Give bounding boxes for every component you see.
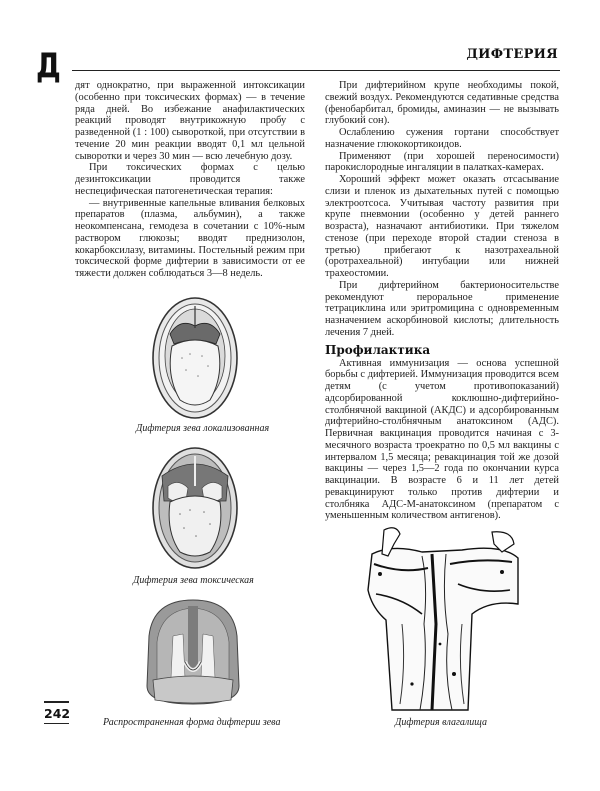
paragraph: Хороший эффект может оказать отсасывание слизи и пленок из дыхательных путей с помощью электроотсоса. Учитывая частоту развития при крупе пневмонии (особенно у детей раннего возраста), назначают антибиотики. При тяжелом стенозе (при переходе второй стадии стеноза в третью) прибегают к назотрахеальной (оротрахеальной) интубации или нижней трахеостомии. bbox=[325, 174, 559, 279]
paragraph: Применяют (при хорошей переносимости) парокислородные ингаляции в палатках-камерах. bbox=[325, 150, 559, 174]
figure-vaginal-diphtheria bbox=[362, 524, 522, 712]
throat-illustration-icon bbox=[150, 296, 240, 421]
paragraph: Ослаблению сужения гортани способствует назначение глюкокортикоидов. bbox=[325, 127, 559, 150]
header-rule bbox=[72, 70, 560, 71]
throat-illustration-icon bbox=[150, 446, 240, 571]
paragraph: дят однократно, при выраженной интоксикации (особенно при токсических формах) — в течение ряда дней. Во избежание анафилактических реакций проводят внутрикожную пробу с разведенной (1 : 100) сывороткой, при отсутствии в течение 20 мин реакции вводят 0,1 мл цельной сыворотки и через 30 мин — всю лечебную дозу. bbox=[75, 80, 305, 162]
paragraph: Активная иммунизация — основа успешной борьбы с дифтерией. Иммунизация проводится всем детям (с учетом противопоказаний) адсорбированной коклюшно-дифтерийно-столбнячной вакциной (АКДС) и адсорбированным дифтерийно-столбнячным анатоксином (АДС). Первичная вакцинация проводится начиная с 3-месячного возраста троекратно по 0,5 мл вакцины с интервалом 1,5 месяца; ревакцинация той же дозой вакцины — через 1,5—2 года по окончании курса вакцинации. В возрасте 6 и 11 лет детей ревакцинируют только против дифтерии и столбняка АДС-М-анатоксином (препаратом с уменьшенным количеством антигенов). bbox=[325, 357, 559, 522]
page-number: 242 bbox=[44, 705, 71, 721]
throat-illustration-icon bbox=[143, 596, 243, 708]
paragraph: — внутривенные капельные вливания белковых препаратов (плазма, альбумин), а также неокомпенсана, гемодеза в сочетании с 10%-ным раствором глюкозы; вводят преднизолон, кокарбоксилазу, витамины. Постельный режим при токсической форме дифтерии в зависимости от ее тяжести должен соблюдаться 3—8 недель. bbox=[75, 197, 305, 279]
figure-caption: Распространенная форма дифтерии зева bbox=[103, 717, 281, 728]
section-letter: Д bbox=[36, 46, 61, 86]
right-text-column bbox=[325, 80, 559, 522]
paragraph: При дифтерийном бактерионосительстве рекомендуют пероральное применение тетрациклина или эритромицина с одновременным назначением аскорбиновой кислоты; длительность лечения 7 дней. bbox=[325, 279, 559, 338]
paragraph: При токсических формах с целью дезинтоксикации проводится также неспецифическая патогенетическая терапия: bbox=[75, 162, 305, 197]
figure-caption: Дифтерия влагалища bbox=[395, 717, 488, 728]
figure-caption: Дифтерия зева локализованная bbox=[136, 423, 270, 434]
paragraph: При дифтерийном крупе необходимы покой, свежий воздух. Рекомендуются седативные средства (фенобарбитал, бромиды, аминазин — не вызывать глубокий сон). bbox=[325, 80, 559, 127]
page-number-block bbox=[44, 701, 69, 724]
section-heading-prevention: Профилактика bbox=[325, 342, 431, 357]
figure-throat-localized bbox=[150, 296, 240, 421]
figure-caption: Дифтерия зева токсическая bbox=[133, 575, 254, 586]
figure-throat-toxic bbox=[150, 446, 240, 571]
anatomy-illustration-icon bbox=[362, 524, 522, 712]
figure-throat-widespread bbox=[143, 596, 243, 708]
running-title: ДИФТЕРИЯ bbox=[466, 47, 558, 62]
left-text-column bbox=[75, 80, 305, 280]
page-number-rule-bottom bbox=[44, 723, 69, 725]
